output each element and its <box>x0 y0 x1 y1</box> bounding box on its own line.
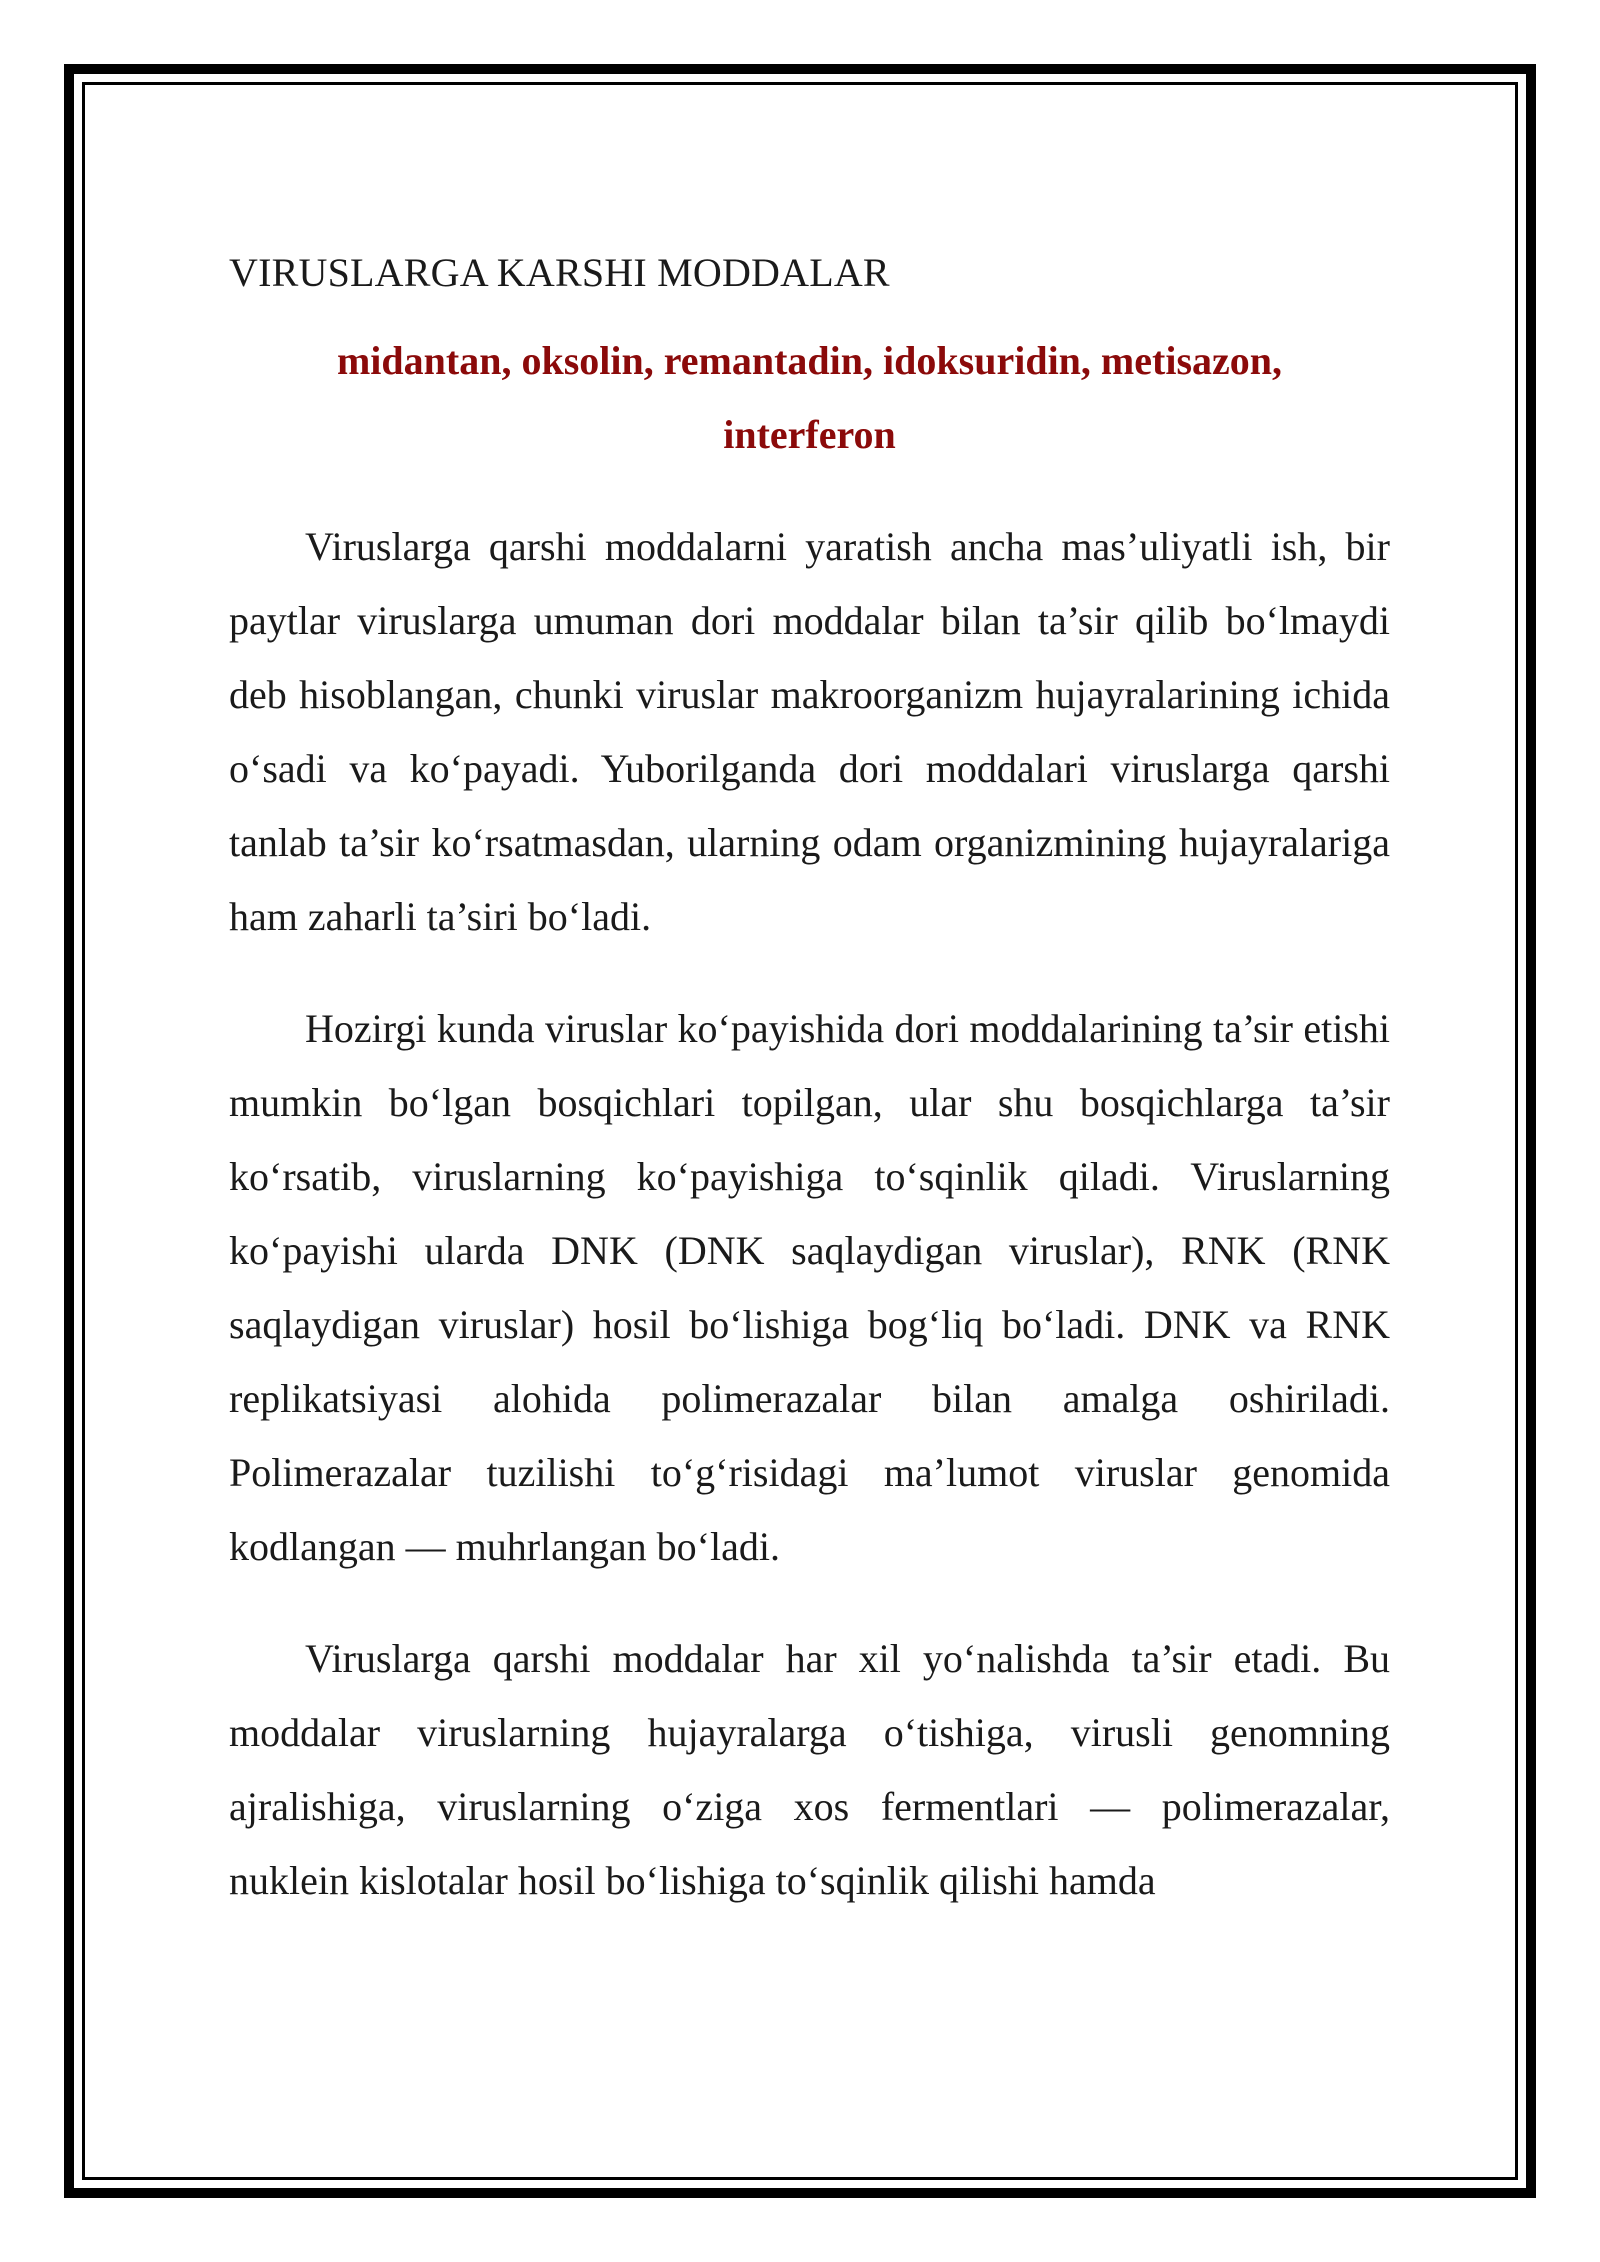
paragraph-3: Viruslarga qarshi moddalar har xil yo‘nalishda ta’sir etadi. Bu moddalar viruslarning hujayralarga o‘tishiga, virusli genomning ajralishiga, viruslarning o‘ziga xos fermentlari — polimerazalar, nuklein kislotalar hosil bo‘lishiga to‘sqinlik qilishi hamda <box>229 1636 1390 1903</box>
subtitle-line-1: midantan, oksolin, remantadin, idoksuridin, metisazon, <box>336 338 1283 383</box>
document-title: VIRUSLARGA KARSHI MODDALAR <box>229 250 890 295</box>
subtitle-line-2: interferon <box>723 412 896 457</box>
paragraph-2: Hozirgi kunda viruslar ko‘payishida dori moddalarining ta’sir etishi mumkin bo‘lgan bosqichlari topilgan, ular shu bosqichlarga ta’sir ko‘rsatib, viruslarning ko‘payishiga to‘sqinlik qiladi. Viruslarning ko‘payishi ularda DNK (DNK saqlaydigan viruslar), RNK (RNK saqlaydigan viruslar) hosil bo‘lishiga bog‘liq bo‘ladi. DNK va RNK replikatsiyasi alohida polimerazalar bilan amalga oshiriladi. Polimerazalar tuzilishi to‘g‘risidagi ma’lumot viruslar genomida kodlangan — muhrlangan bo‘ladi. <box>229 1006 1390 1569</box>
paragraph-1: Viruslarga qarshi moddalarni yaratish ancha mas’uliyatli ish, bir paytlar viruslarga umuman dori moddalar bilan ta’sir qilib bo‘lmaydi deb hisoblangan, chunki viruslar makroorganizm hujayralarining ichida o‘sadi va ko‘payadi. Yuborilganda dori moddalari viruslarga qarshi tanlab ta’sir ko‘rsatmasdan, ularning odam organizmining hujayralariga ham zaharli ta’siri bo‘ladi. <box>229 524 1390 939</box>
document-body <box>229 236 1390 1956</box>
document-subtitle <box>229 324 1390 472</box>
